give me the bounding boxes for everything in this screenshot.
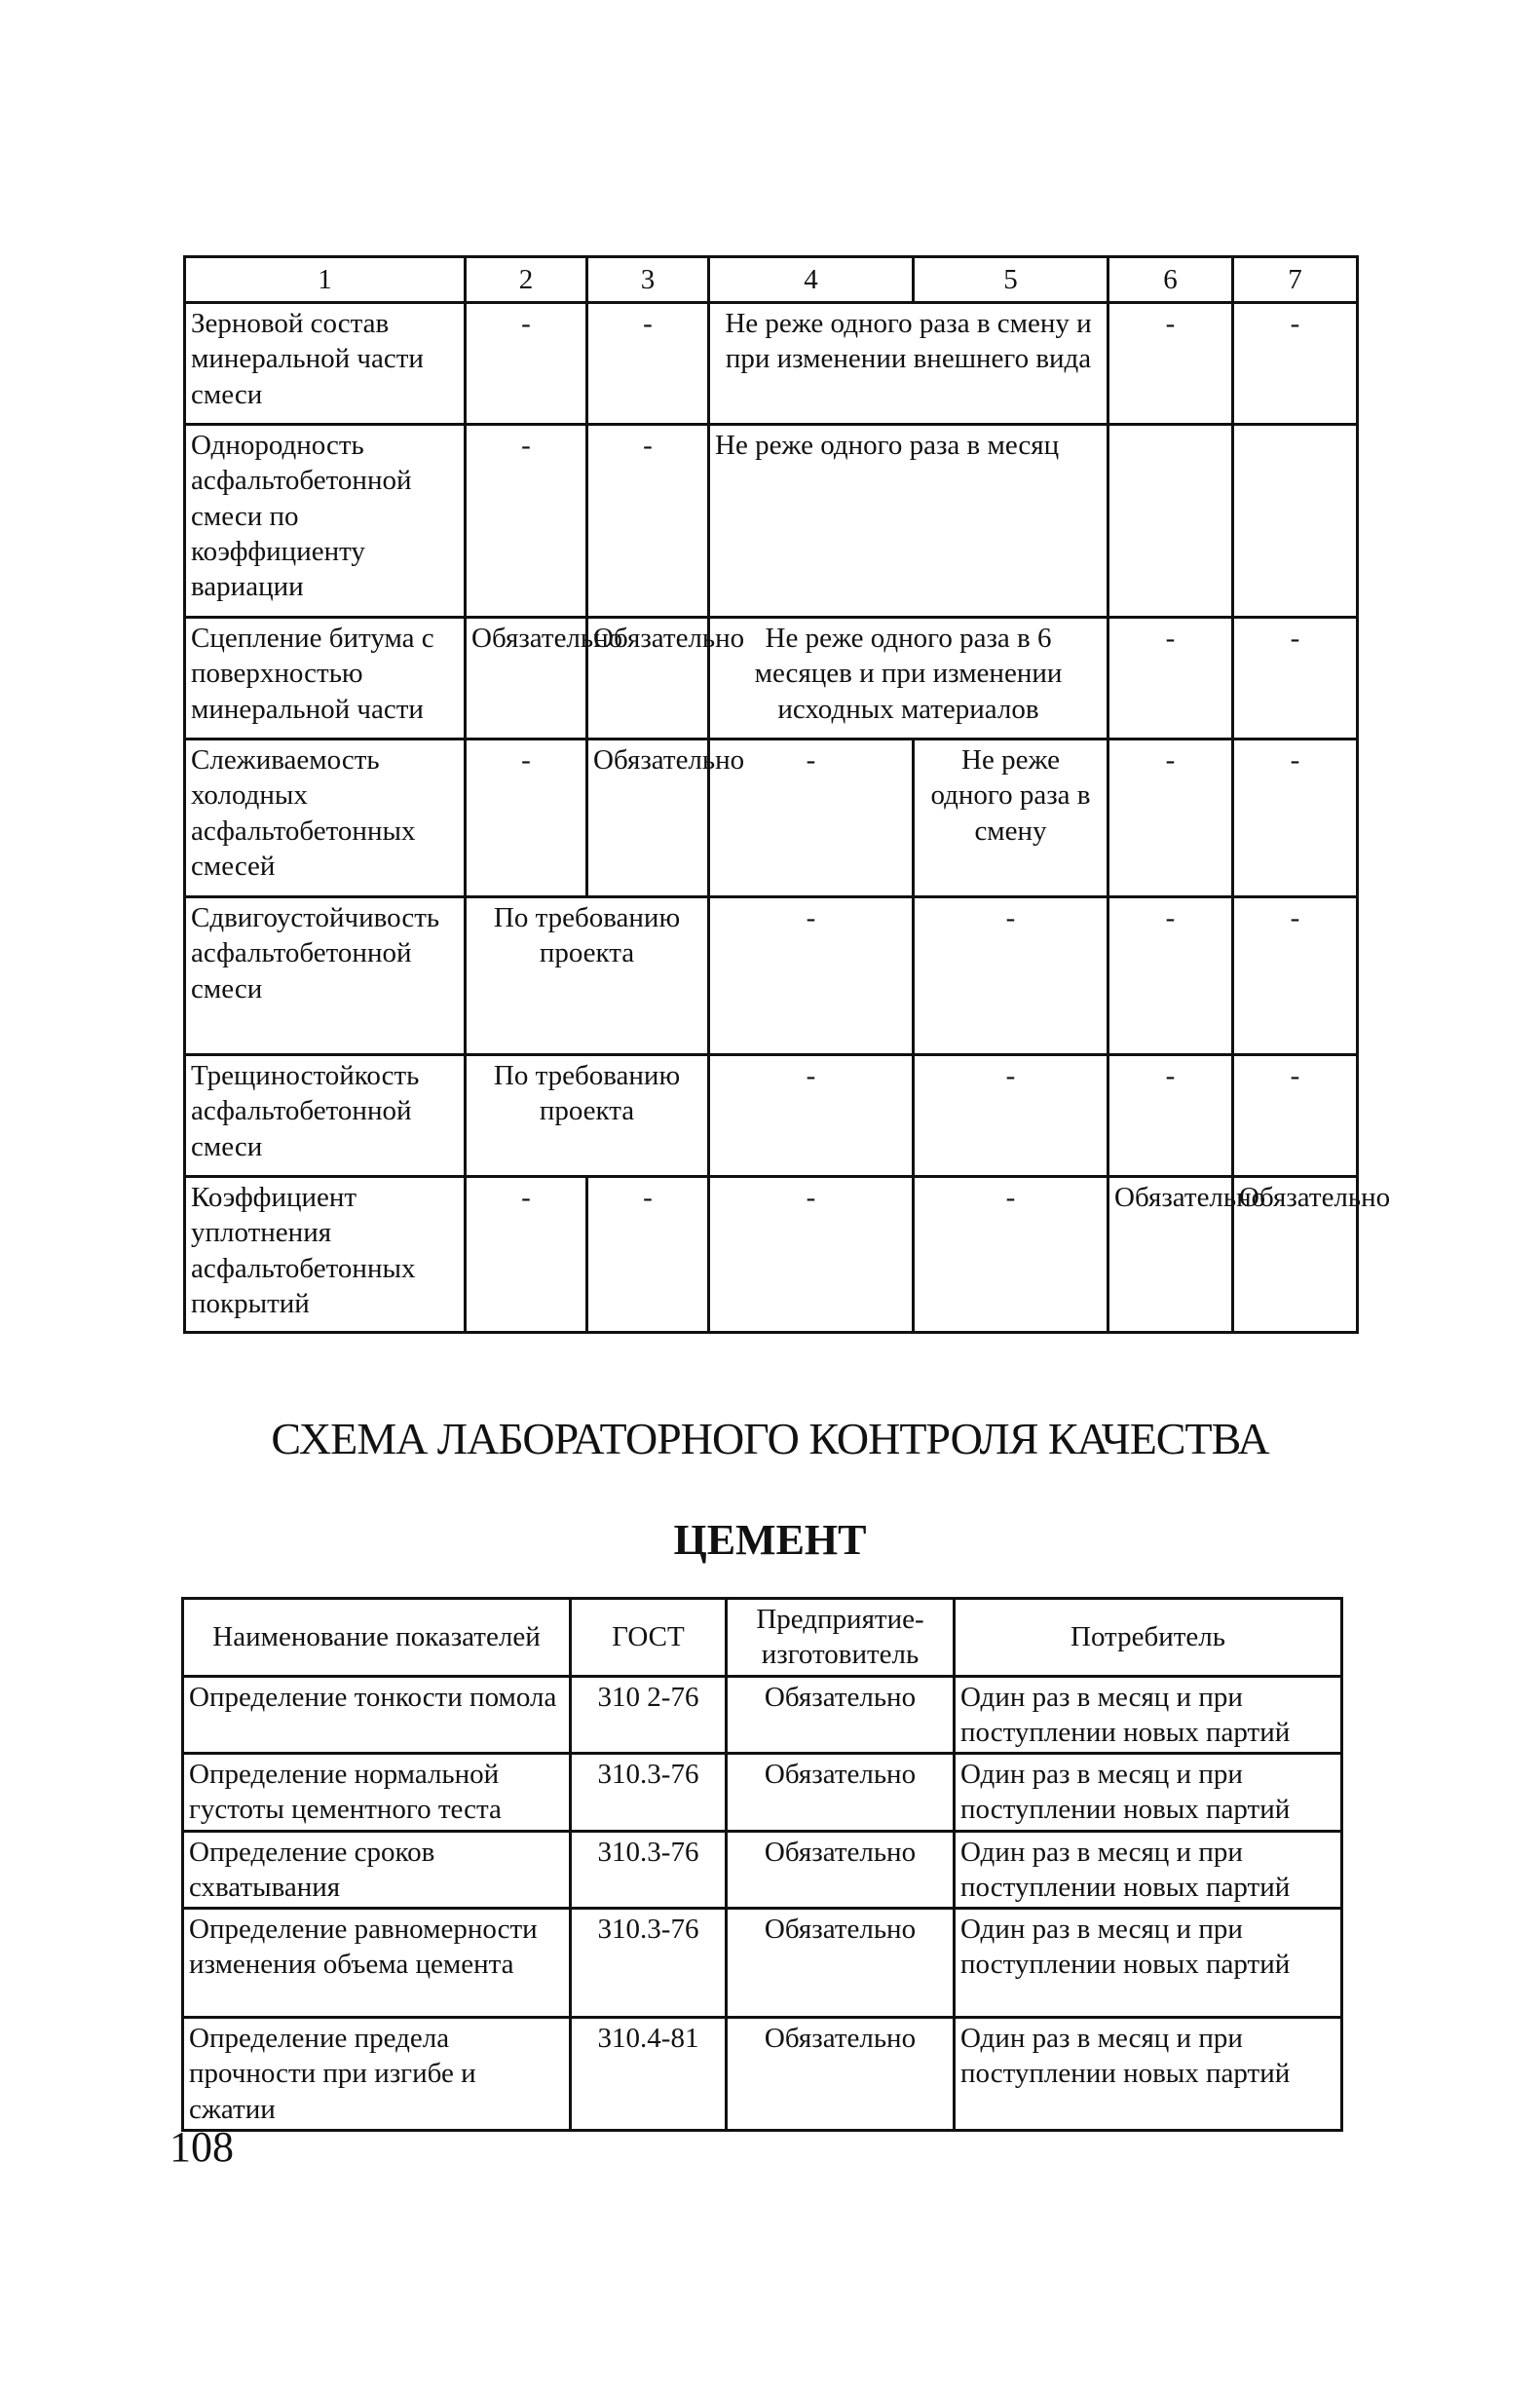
header-cell: 7 [1233,257,1358,303]
cell: Не реже одного раза в месяц [709,425,1108,618]
table-row [185,425,1358,618]
row-name: Определение предела прочности при изгибе и сжатии [183,2018,571,2131]
table-header-row [183,1599,1342,1677]
cell: Не реже одного раза в смену [914,739,1108,897]
header-cell: Потребитель [955,1599,1342,1677]
row-name: Трещиностойкость асфальтобетонной смеси [185,1055,466,1177]
control-table-cement [181,1597,1343,2132]
row-name: Сдвигоустойчивость асфальтобетонной смеси [185,897,466,1055]
cell: 310.3-76 [571,1831,727,1909]
cell: - [587,425,709,618]
cell: Не реже одного раза в смену и при изменении внешнего вида [709,303,1108,425]
table-row [185,618,1358,739]
header-cell: 5 [914,257,1108,303]
cell: - [1233,1055,1358,1177]
cell: 310.4-81 [571,2018,727,2131]
cell: 310.3-76 [571,1909,727,2018]
table-header-row [185,257,1358,303]
cell: Один раз в месяц и при поступлении новых партий [955,1754,1342,1832]
header-cell: 6 [1108,257,1233,303]
cell: 310 2-76 [571,1676,727,1754]
row-name: Сцепление битума с поверхностью минеральной части [185,618,466,739]
table-row [183,1754,1342,1832]
cell: - [1233,897,1358,1055]
page-number: 108 [169,2123,234,2171]
header-cell: 3 [587,257,709,303]
cell: Обязательно [727,1676,955,1754]
cell: - [1233,303,1358,425]
cell: - [1108,618,1233,739]
row-name: Зерновой состав минеральной части смеси [185,303,466,425]
cell: - [1108,303,1233,425]
header-cell: Наименование показателей [183,1599,571,1677]
cell: Обязательно [727,1831,955,1909]
cell: Один раз в месяц и при поступлении новых партий [955,1831,1342,1909]
table-row [185,1177,1358,1333]
cell: Обязательно [466,618,587,739]
cell: Обязательно [727,2018,955,2131]
table-row [185,739,1358,897]
cell [1233,425,1358,618]
cell: - [709,1055,914,1177]
cell: Обязательно [727,1754,955,1832]
cell: - [1233,618,1358,739]
cell: Обязательно [1108,1177,1233,1333]
cell: - [587,303,709,425]
header-cell: 4 [709,257,914,303]
cell: Обязательно [587,618,709,739]
cell: 310.3-76 [571,1754,727,1832]
cell: - [709,1177,914,1333]
table-row [185,897,1358,1055]
control-table-asphalt [183,255,1391,1334]
section-subheading: ЦЕМЕНТ [673,1516,867,1564]
row-name: Определение нормальной густоты цементного теста [183,1754,571,1832]
cell: Обязательно [727,1909,955,2018]
table-row [185,303,1358,425]
section-heading: СХЕМА ЛАБОРАТОРНОГО КОНТРОЛЯ КАЧЕСТВА [271,1414,1269,1463]
cell: Один раз в месяц и при поступлении новых партий [955,1676,1342,1754]
row-name: Слеживаемость холодных асфальтобетонных смесей [185,739,466,897]
cell: Один раз в месяц и при поступлении новых партий [955,1909,1342,2018]
table-row [183,2018,1342,2131]
cell: - [466,425,587,618]
cell: Не реже одного раза в 6 месяцев и при изменении исходных материалов [709,618,1108,739]
cell: - [914,1055,1108,1177]
cell: - [709,897,914,1055]
cell: - [914,1177,1108,1333]
cell: - [914,897,1108,1055]
table-row [183,1909,1342,2018]
cell: - [466,1177,587,1333]
header-cell: ГОСТ [571,1599,727,1677]
cell: По требованию проекта [466,1055,709,1177]
row-name: Определение сроков схватывания [183,1831,571,1909]
table-row [183,1831,1342,1909]
cell: Один раз в месяц и при поступлении новых партий [955,2018,1342,2131]
row-name: Однородность асфальтобетонной смеси по коэффициенту вариации [185,425,466,618]
header-cell: 2 [466,257,587,303]
cell: По требованию проекта [466,897,709,1055]
cell: - [587,1177,709,1333]
header-cell: Предприятие-изготовитель [727,1599,955,1677]
cell: - [1108,1055,1233,1177]
cell: - [1108,739,1233,897]
row-name: Определение тонкости помола [183,1676,571,1754]
cell: - [1108,897,1233,1055]
cell: - [1233,739,1358,897]
row-name: Коэффициент уплотнения асфальтобетонных покрытий [185,1177,466,1333]
cell: - [466,303,587,425]
row-name: Определение равномерности изменения объема цемента [183,1909,571,2018]
cell: - [466,739,587,897]
cell: Обязательно [1233,1177,1358,1333]
table-row [185,1055,1358,1177]
header-cell: 1 [185,257,466,303]
cell: Обязательно [587,739,709,897]
cell: - [709,739,914,897]
table-row [183,1676,1342,1754]
cell [1108,425,1233,618]
